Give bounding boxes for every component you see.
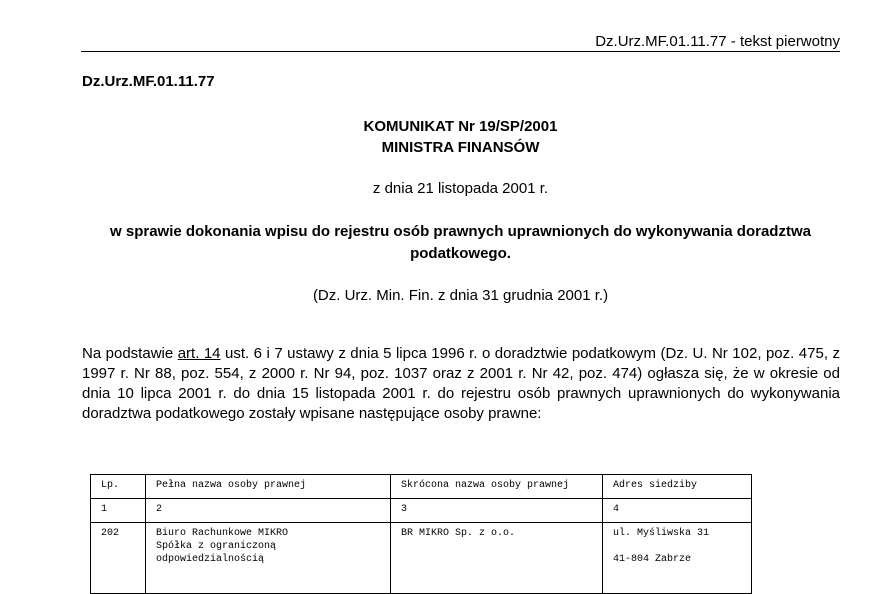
address-line-2: 41-804 Zabrze [613, 554, 692, 565]
registry-table [90, 474, 752, 594]
table-header-row [91, 475, 752, 499]
cell-short-name: BR MIKRO Sp. z o.o. [391, 523, 603, 594]
table-row [91, 523, 752, 594]
cell-address [603, 523, 752, 594]
cell-lp: 202 [91, 523, 146, 594]
document-id: Dz.Urz.MF.01.11.77 [82, 73, 215, 90]
announcement-title: KOMUNIKAT Nr 19/SP/2001 [363, 118, 558, 135]
column-number-3: 3 [391, 499, 603, 523]
column-number-2: 2 [146, 499, 391, 523]
announcement-date: z dnia 21 listopada 2001 r. [372, 180, 549, 197]
full-name-line-3: odpowiedzialnością [156, 554, 265, 565]
address-line-1: ul. Myśliwska 31 [613, 528, 710, 539]
body-text-rest: ust. 6 i 7 ustawy z dnia 5 lipca 1996 r. o doradztwie podatkowym (Dz. U. Nr 102, poz. 475, z 1997 r. Nr 88, poz. 554, z 2000 r. Nr 94, poz. 1037 oraz z 2001 r. Nr 42, poz. 474) ogłasza się, że w okresie od dnia 10 lipca 2001 r. do dnia 15 listopada 2001 r. do rejestru osób prawnych uprawnionych do wykonywania doradztwa podatkowego zostały wpisane następujące osoby prawne: [82, 345, 840, 422]
subject-line-2: podatkowego. [410, 245, 511, 262]
table-number-row [91, 499, 752, 523]
column-number-4: 4 [603, 499, 752, 523]
full-name-line-1: Biuro Rachunkowe MIKRO [156, 528, 289, 539]
header-full-name: Pełna nazwa osoby prawnej [146, 475, 391, 499]
subject-line-1: w sprawie dokonania wpisu do rejestru osób prawnych uprawnionych do wykonywania doradztwa [110, 223, 811, 240]
running-header: Dz.Urz.MF.01.11.77 - tekst pierwotny [595, 33, 840, 50]
header-address: Adres siedziby [603, 475, 752, 499]
body-text-start: Na podstawie [82, 345, 178, 362]
header-lp: Lp. [91, 475, 146, 499]
issuer-title: MINISTRA FINANSÓW [381, 139, 540, 156]
header-divider [81, 51, 840, 52]
body-paragraph [82, 344, 840, 424]
header-short-name: Skrócona nazwa osoby prawnej [391, 475, 603, 499]
cell-full-name [146, 523, 391, 594]
column-number-1: 1 [91, 499, 146, 523]
source-reference: (Dz. Urz. Min. Fin. z dnia 31 grudnia 2001 r.) [312, 287, 609, 304]
full-name-line-2: Spółka z ograniczoną [156, 541, 277, 552]
article-link[interactable]: art. 14 [177, 345, 221, 362]
